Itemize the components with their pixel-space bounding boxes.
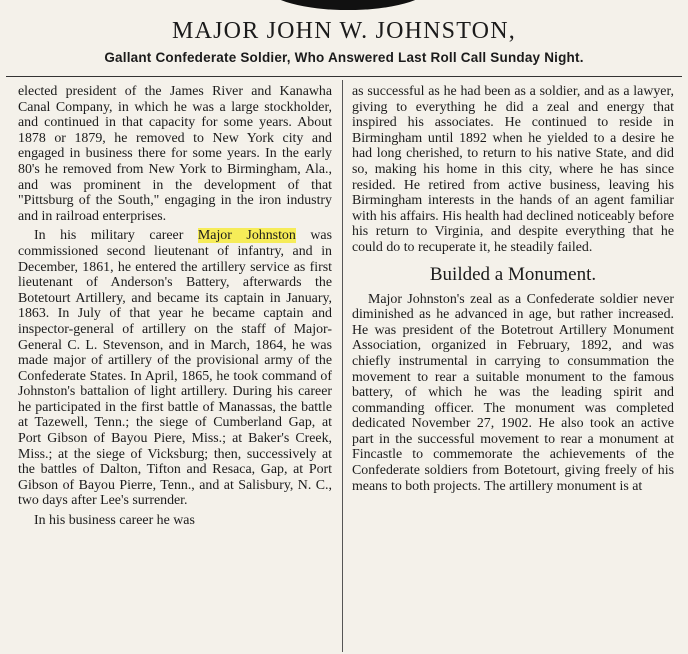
highlighted-name: Major Johnston: [197, 228, 296, 244]
military-career-intro: In his military career: [34, 228, 198, 244]
left-column: [18, 84, 332, 529]
paragraph-canal-company: elected president of the James River and Kanawha Canal Company, in which he was a large stockholder, and continued in that capacity for some years. About 1878 or 1879, he removed to New York city and engaged in business there for some years. In the early 80's he removed from New York to Birmingham, Ala., and was prominent in the development of that "Pittsburg of the South," engaging in the iron industry and in railroad enterprises.: [18, 84, 332, 224]
ink-blot: [268, 0, 428, 10]
section-heading-monument: Builded a Monument.: [429, 263, 597, 285]
right-column: [352, 84, 674, 494]
paragraph-business-career: In his business career he was: [34, 513, 195, 529]
article-subheadline: Gallant Confederate Soldier, Who Answered Last Roll Call Sunday Night.: [104, 50, 584, 65]
article-headline: MAJOR JOHN W. JOHNSTON,: [172, 18, 516, 44]
paragraph-business-success: as successful as he had been as a soldier, and as a lawyer, giving to everything he did a zeal and energy that inspired his associates. He continued to reside in Birmingham until 1892 when he yielded to a desire he had long cherished, to return to his native State, and did so, making his home in this city, where he has since resided. He retired from active business, leaving his Birmingham interests in the hands of an agent familiar with his affairs. His health had declined noticeably before his return to Virginia, and despite everything that he could do to recuperate it, he steadily failed.: [352, 84, 674, 255]
column-divider: [342, 80, 343, 652]
header-rule: [6, 76, 682, 77]
paragraph-military-career: [18, 228, 332, 509]
paragraph-monument: Major Johnston's zeal as a Confederate soldier never diminished as he advanced in age, but rather increased. He was president of the Botetrout Artillery Monument Association, organized in February, 1892, and was chiefly instrumental in carrying to consummation the movement to rear a suitable monument to the famous battery, of which he was the leading spirit and commanding officer. The monument was completed dedicated November 27, 1902. He also took an active part in the successful movement to rear a monument at Fincastle to commemorate the achievements of the Confederate soldiers from Botetourt, giving freely of his means to both projects. The artillery monument is at: [352, 291, 674, 494]
military-career-text: was commissioned second lieutenant of infantry, and in December, 1861, he entered the artillery service as first lieutenant of Anderson's Battery, afterwards the Botetourt Artillery, and became its captain in January, 1863. In July of that year he became captain and inspector-general of artillery on the staff of Major-General C. L. Stevenson, and in March, 1864, he was made major of artillery of the provisional army of the Confederate States. In April, 1865, he took command of Johnston's battalion of light artillery. During his career he participated in the first battle of Manassas, the battle at Tazewell, Tenn.; the siege of Cumberland Gap, at Port Gibson of Bayou Piere, Miss.; at Baker's Creek, Miss.; at the siege of Vicksburg; then, successively at the battles of Dalton, Tifton and Resaca, Gap, at Port Gibson of Bayou Pierre, Tenn., and at Salisbury, N. C., two days after Lee's surrender.: [18, 228, 332, 509]
